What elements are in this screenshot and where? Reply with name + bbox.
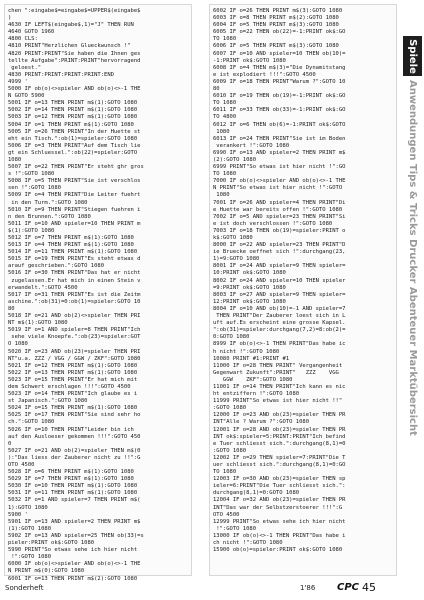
- code-line: 4820 PRINT:PRINT"Sie haben die Ihnen ges: [8, 50, 141, 57]
- code-line: N PRINT m$(0):GOTO 1080: [8, 568, 85, 575]
- code-line: dem Schwert erschlagen !!!":GOTO 4500: [8, 383, 131, 390]
- code-line: 6003 IF o=8 THEN PRINT m$(2):GOTO 1080: [213, 15, 339, 22]
- code-line: 5012 IF o=7 THEN PRINT m$(1):GOTO 1080: [8, 235, 134, 241]
- code-line: 10:PRINT ok$:GOTO 1080: [213, 270, 286, 277]
- code-line: 6009 IF o=18 THEN PRINT"Warum ?":GOTO 10: [213, 78, 346, 85]
- code-line: 5019 IF o=1 AND spieler=8 THEN PRINT"Ich: [8, 327, 141, 334]
- category-strip: [403, 80, 422, 550]
- code-line: OTO 4500: [8, 462, 35, 468]
- code-line: 5017 IF o=31 THEN PRINT"Es ist die Zeitm: [8, 291, 141, 298]
- code-line: ch.":GOTO 1080: [8, 419, 55, 426]
- code-line: uer schliesst sich.":durchgang(8,1)=0:GO: [213, 462, 346, 468]
- code-line: -1:PRINT ok$:GOTO 1080: [213, 57, 286, 64]
- code-line: 5011 IF o=10 AND spieler=10 THEN PRINT m: [8, 220, 141, 227]
- code-line: 5007 IF o=22 THEN PRINT"Er steht ghr gros: [8, 164, 144, 171]
- page-number: 45: [362, 581, 376, 594]
- code-line: ): [8, 15, 12, 22]
- code-line: 5023 IF o=15 THEN PRINT"Er hat mich mit: [8, 376, 138, 383]
- code-line: 5900 ': [8, 511, 28, 518]
- code-line: uft auf.Es erscheint eine grosse Kapsel.: [213, 320, 346, 327]
- code-line: 0: [8, 440, 12, 447]
- code-line: st Japanisch.":GOTO 1080: [8, 398, 88, 405]
- code-line: 1080: [213, 128, 230, 135]
- code-line: 5016 IF o=30 THEN PRINT"Das hat er nicht: [8, 270, 141, 277]
- code-line: 6005 IF o=22 THEN ob(22)=-1:PRINT ok$:GO: [213, 29, 346, 36]
- code-line: 6990 IF o=13 AND spieler=2 THEN PRINT m$: [213, 149, 346, 156]
- code-line: aschine.":ob(31)=0:ob(1)=spieler:GOTO 10: [8, 298, 141, 305]
- code-line: (1):GOTO 1080: [8, 525, 52, 532]
- code-line: 5022 IF o=13 THEN PRINT m$(1):GOTO 1080: [8, 369, 138, 376]
- code-line: TO 1080: [213, 100, 237, 107]
- code-line: 6004 IF o=5 THEN PRINT m$(3):GOTO 1080: [213, 22, 339, 29]
- code-line: 1):GOTO 1080: [8, 504, 48, 511]
- code-line: 5013 IF o=4 THEN PRINT m$(1):GOTO 1080: [8, 242, 134, 249]
- code-line: OTO 4500: [213, 511, 240, 518]
- listing-column-right: [209, 4, 397, 576]
- code-line: 11999 PRINT"So etwas ist hier nicht !!": [213, 398, 343, 405]
- code-line: 6008 IF o=4 THEN m$(3)="Die Dynamitstang: [213, 64, 346, 71]
- code-line: ):"Das liess der Zauberer nicht zu !!":G: [8, 454, 141, 461]
- code-line: 11000 IF o=28 THEN PRINT" Vergangenheit: [213, 362, 343, 369]
- code-line: 13000 IF ob(o)<>-1 THEN PRINT"Das habe i: [213, 532, 346, 539]
- code-line: 5020 IF o=23 AND ob(23)=spieler THEN PRI: [8, 348, 141, 355]
- code-line: 5027 IF o=21 AND ob(2)=spieler THEN m$(0: [8, 447, 141, 454]
- code-line: 80: [8, 305, 15, 312]
- code-line: 12001 IF o=28 AND ob(23)=spieler THEN PR: [213, 426, 346, 433]
- code-line: 8003 IF o=27 AND spieler=9 THEN spieler=: [213, 291, 346, 298]
- footer-issue: 1'86: [300, 584, 316, 592]
- code-line: 8004 IF o=10 AND ob(10)=-1 AND spieler=7: [213, 305, 346, 312]
- code-line: h nicht !":GOTO 1080: [213, 348, 280, 355]
- code-line: 4640 GOTO 1960: [8, 29, 55, 36]
- code-line: 7000 IF ob(o)<>spieler AND ob(o)<>-1 THE: [213, 178, 346, 185]
- code-line: 5001 IF o=13 THEN PRINT m$(1):GOTO 1080: [8, 100, 138, 107]
- code-listing-left: [5, 5, 191, 583]
- code-line: 4630 IF LEFT$(eingabe$,1)="J" THEN RUN: [8, 22, 134, 29]
- code-line: k$:GOTO 1080: [213, 235, 253, 241]
- code-line: THEN PRINT"Der Zauberer loest sich in L: [213, 313, 346, 320]
- code-line: eht ein Tisch.":ob(1)=spieler:GOTO 1080: [8, 135, 138, 142]
- code-line: Gegenwart Zukunft":PRINT" ZZZ VGG: [213, 369, 339, 376]
- code-line: GGW ZKF":GOTO 1080: [213, 376, 293, 383]
- code-line: 8001 IF o=24 AND spieler=9 THEN spieler=: [213, 263, 346, 270]
- code-line: 5031 IF o=11 THEN PRINT m$(1):GOTO 1080: [8, 490, 138, 497]
- code-line: in den Turm.":GOTO 1080: [8, 199, 88, 206]
- code-line: 4810 PRINT"Herzlichen Glueckwunsch !": [8, 43, 131, 50]
- code-line: s !":GOTO 1080: [8, 171, 55, 178]
- code-line: sehe viele Knoepfe.":ob(23)=spieler:GOT: [8, 334, 141, 341]
- code-line: 6000 IF ob(o)<>spieler AND ob(o)<>-1 THE: [8, 561, 141, 568]
- code-line: $(1):GOTO 1080: [8, 227, 55, 234]
- code-line: sen !":GOTO 1080: [8, 185, 61, 192]
- code-line: 5014 IF o=11 THEN PRINT m$(1):GOTO 1080: [8, 249, 138, 256]
- code-line: e Tuer schliesst sich.":durchgang(8,1)=0: [213, 440, 346, 447]
- code-line: O 1080: [8, 341, 28, 348]
- code-line: 5008 IF o=5 THEN PRINT"Sie ist verschlos: [8, 178, 141, 185]
- code-line: 12004 IF o=32 AND ob(23)=spieler THEN PR: [213, 497, 346, 504]
- code-line: 5025 IF o=17 THEN PRINT"Sie sind sehr ho: [8, 412, 141, 419]
- code-line: TO 1080: [213, 36, 237, 43]
- code-line: 0:GOTO 1080: [213, 334, 250, 341]
- code-line: N PRINT"So etwas ist hier nicht !":GOTO: [213, 185, 343, 192]
- code-line: (2):GOTO 1080: [213, 156, 257, 163]
- code-line: 5000 IF ob(o)<>spieler AND ob(o)<>-1 THE: [8, 86, 141, 93]
- code-line: durchgang(8,1)=0:GOTO 1080: [213, 490, 300, 497]
- code-line: 12002 IF o=29 THEN spieler=7:PRINT"Die T: [213, 454, 346, 461]
- code-line: 5010 IF o=9 THEN PRINT"Stiegen fuehren i: [8, 206, 141, 213]
- code-line: 12:PRINT ok$:GOTO 1080: [213, 298, 286, 305]
- code-line: :GOTO 1080: [213, 447, 247, 454]
- code-line: e ist explodiert !!!":GOTO 4500: [213, 71, 316, 78]
- page-footer: [0, 575, 424, 600]
- code-line: 7003 IF o=18 THEN ob(19)=spieler:PRINT o: [213, 227, 346, 234]
- code-line: 12999 PRINT"So etwas sehe ich hier nicht: [213, 518, 346, 525]
- code-line: 12003 IF o=30 AND ob(23)=spieler THEN sp: [213, 476, 346, 483]
- code-line: 5006 IF o=3 THEN PRINT"Auf dem Tisch lie: [8, 142, 141, 149]
- code-line: INT"Das war der Selbstzerstoerer !!!":G: [213, 504, 343, 511]
- code-line: 7002 IF o=5 AND spieler=23 THEN PRINT"Si: [213, 213, 346, 220]
- code-line: 4800 CLS:: [8, 36, 38, 43]
- code-line: 6013 IF o=24 THEN PRINT"Sie ist im Boden: [213, 135, 346, 142]
- listing-column-left: [4, 4, 192, 582]
- code-line: ht entziffern !":GOTO 1080: [213, 391, 300, 398]
- code-line: 80: [213, 86, 220, 93]
- code-line: 6006 IF o=5 THEN PRINT m$(3):GOTO 1080: [213, 43, 339, 50]
- code-line: !":GOTO 1080: [213, 525, 257, 532]
- category-labels: Anwendungen Tips & Tricks Drucker Abenteuer Marktübersicht: [407, 80, 418, 436]
- code-line: e ist doch verschlossen !":GOTO 1080: [213, 220, 333, 227]
- code-line: TO 1080: [213, 469, 237, 476]
- code-line: 5015 IF o=19 THEN PRINT"Es steht etwas d: [8, 256, 141, 263]
- code-line: zugelassen.Er hat mich in einen Stein v: [8, 277, 141, 284]
- code-line: 7001 IF o=26 AND spieler=4 THEN PRINT"Di: [213, 199, 346, 206]
- code-line: 5003 IF o=12 THEN PRINT m$(1):GOTO 1080: [8, 114, 138, 121]
- code-line: gt ein Schluessel.":ob(22)=spieler:GOTO: [8, 149, 138, 156]
- footer-publication: Sonderheft: [5, 584, 44, 592]
- code-line: 5028 IF o=6 THEN PRINT m$(1):GOTO 1080: [8, 469, 134, 476]
- code-line: 6010 IF o=19 THEN ob(19)=-1:PRINT ok$:GO: [213, 93, 346, 100]
- code-line: 1)=9:GOTO 1080: [213, 256, 260, 263]
- code-line: 5009 IF o=4 THEN PRINT"Die Leiter fuehrt: [8, 192, 141, 199]
- code-line: 1080: [8, 156, 22, 163]
- code-line: !":GOTO 1080: [8, 554, 52, 561]
- code-line: 12000 IF o=23 AND ob(23)=spieler THEN PR: [213, 412, 346, 419]
- section-label: Spiele: [407, 38, 418, 74]
- code-line: 6012 IF o=6 THEN ob(6)=-1:PRINT ok$:GOTO: [213, 121, 346, 128]
- code-line: ch nicht !":GOTO 1080: [213, 540, 283, 547]
- code-line: 5005 IF o=26 THEN PRINT"In der Huette st: [8, 128, 141, 135]
- code-line: 5021 IF o=12 THEN PRINT m$(1):GOTO 1080: [8, 362, 138, 369]
- code-line: geloest.": [8, 64, 42, 71]
- code-line: TO 1080: [213, 171, 237, 178]
- code-line: 8002 IF o=24 AND spieler=10 THEN spieler: [213, 277, 346, 284]
- code-line: 4999 ': [8, 78, 28, 85]
- code-line: arauf geschrieben.":GOTO 1080: [8, 263, 105, 270]
- section-tab: [403, 36, 422, 76]
- code-line: ie Bruecke oeffnet sich !":durchgang(23,: [213, 249, 346, 256]
- cpc-logo: CPC: [337, 582, 360, 593]
- code-line: 5902 IF o=13 AND spieler=25 THEN ob(33)=s: [8, 532, 144, 539]
- code-line: ieler=6:PRINT"Die Tuer schliesst sich.":: [213, 483, 346, 490]
- code-line: ":ob(31)=spieler:durchgang(7,2)=8:ob(2)=: [213, 327, 346, 334]
- code-line: 5023 IF o=14 THEN PRINT"Ich glaube es i: [8, 391, 138, 398]
- code-line: 6002 IF o=26 THEN PRINT m$(3):GOTO 1080: [213, 8, 343, 14]
- code-line: TO 4800: [213, 114, 237, 121]
- code-line: chen ":eingabe$=eingabe$=UPPER$(eingabe$: [8, 8, 141, 14]
- code-listing-right: [210, 5, 396, 554]
- code-line: 15900 ob(o)=spieler:PRINT ok$:GOTO 1080: [213, 547, 343, 554]
- code-line: 1080: [213, 192, 230, 199]
- code-line: 8000 IF o=22 AND spieler=23 THEN PRINT"D: [213, 242, 346, 249]
- code-line: 5032 IF o=1 AND spieler=7 THEN PRINT m$(: [8, 497, 141, 504]
- code-line: 8999 IF ob(o)<>-1 THEN PRINT"Das habe ic: [213, 341, 346, 348]
- code-line: 5030 IF o=10 THEN PRINT m$(1):GOTO 1080: [8, 483, 138, 490]
- code-line: n den Brunnen.":GOTO 1080: [8, 213, 91, 220]
- code-line: verankert !":GOTO 1080: [213, 142, 290, 149]
- code-line: e Huette war bereits offen !":GOTO 1080: [213, 206, 343, 213]
- code-line: pieler:PRINT ok$:GOTO 1080: [8, 540, 95, 547]
- code-line: 6999 PRINT"So etwas ist hier nicht !":GO: [213, 164, 346, 171]
- code-line: INT ok$:spieler=5:PRINT:PRINT"Ich befind: [213, 433, 346, 440]
- code-line: erwandelt.":GOTO 4500: [8, 284, 78, 291]
- code-line: tellte Aufgabe":PRINT:PRINT"hervorragend: [8, 57, 141, 64]
- code-line: 11001 IF o=14 THEN PRINT"Ich kann es nic: [213, 383, 346, 390]
- code-line: 5990 PRINT"So etwas sehe ich hier nicht: [8, 547, 138, 554]
- code-line: :GOTO 1080: [213, 405, 247, 412]
- code-line: 4830 PRINT:PRINT:PRINT:PRINT:END: [8, 71, 114, 78]
- code-line: 6007 IF o=10 AND spieler=10 THEN ob(10)=: [213, 50, 346, 57]
- code-line: auf den Ausloeser gekommen !!!":GOTO 450: [8, 433, 141, 440]
- code-line: 5029 IF o=7 THEN PRINT m$(1):GOTO 1080: [8, 476, 134, 483]
- code-line: NT"u.a. ZZZ / VGG / GGW / ZKF":GOTO 1080: [8, 355, 141, 362]
- code-line: 5002 IF o=14 THEN PRINT m$(1):GOTO 1080: [8, 107, 138, 114]
- code-line: N GOTO 5900: [8, 93, 45, 100]
- code-line: 5901 IF o=13 AND spieler=2 THEN PRINT m$: [8, 518, 141, 525]
- code-line: 5018 IF o=21 AND ob(2)<>spieler THEN PRI: [8, 313, 141, 320]
- code-line: 5004 IF o=1 THEN PRINT m$(1):GOTO 1080: [8, 121, 134, 128]
- code-line: 10080 PRINT #1:PRINT #1: [213, 355, 290, 362]
- code-line: 6011 IF o=33 THEN ob(33)=-1:PRINT ok$:GO: [213, 107, 346, 114]
- code-line: NT m$(1):GOTO 1080: [8, 320, 68, 327]
- code-line: INT"Alle ? Warum ?":GOTO 1080: [213, 419, 310, 426]
- code-line: 6001 IF o=13 THEN PRINT m$(2):GOTO 1080: [8, 575, 138, 582]
- code-line: 5026 IF o=10 THEN PRINT"Leider bin ich: [8, 426, 134, 433]
- code-line: =9:PRINT ok$:GOTO 1080: [213, 284, 286, 291]
- code-line: 5024 IF o=15 THEN PRINT m$(1):GOTO 1080: [8, 405, 138, 412]
